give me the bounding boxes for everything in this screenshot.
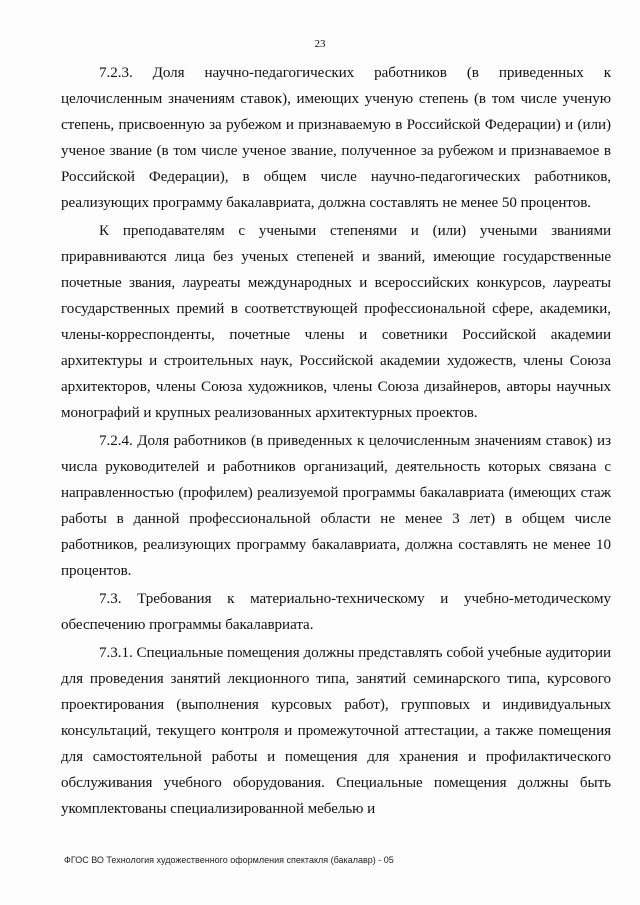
- paragraph-equivalence-note: К преподавателям с учеными степенями и (или) учеными званиями приравниваются лица без ученых степеней и званий, имеющие государственные почетные звания, лауреаты международных и всероссийских конкурсов, лауреаты государственных премий в соответствующей профессиональной сфере, академики, члены-корреспонденты, почетные члены и советники Российской академии архитектуры и строительных наук, Российской академии художеств, члены Союза архитекторов, члены Союза художников, члены Союза дизайнеров, авторы научных монографий и крупных реализованных архитектурных проектов.: [61, 223, 611, 421]
- paragraph-7-3-1: 7.3.1. Специальные помещения должны представлять собой учебные аудитории для проведения занятий лекционного типа, занятий семинарского типа, курсового проектирования (выполнения курсовых работ), групповых и индивидуальных консультаций, текущего контроля и промежуточной аттестации, а также помещения для самостоятельной работы и помещения для хранения и профилактического обслуживания учебного оборудования. Специальные помещения должны быть укомплектованы специализированной мебелью и: [61, 645, 611, 817]
- document-body: [61, 60, 611, 824]
- page-footer: ФГОС ВО Технология художественного оформления спектакля (бакалавр) - 05: [64, 855, 394, 865]
- paragraph-7-3: 7.3. Требования к материально-техническому и учебно-методическому обеспечению программы бакалавриата.: [61, 591, 611, 633]
- page-number: 23: [314, 38, 326, 50]
- paragraph-7-2-3: 7.2.3. Доля научно-педагогических работников (в приведенных к целочисленным значениям ставок), имеющих ученую степень (в том числе ученую степень, присвоенную за рубежом и признаваемую в Российской Федерации) и (или) ученое звание (в том числе ученое звание, полученное за рубежом и признаваемое в Российской Федерации), в общем числе научно-педагогических работников, реализующих программу бакалавриата, должна составлять не менее 50 процентов.: [61, 65, 611, 211]
- paragraph-7-2-4: 7.2.4. Доля работников (в приведенных к целочисленным значениям ставок) из числа руководителей и работников организаций, деятельность которых связана с направленностью (профилем) реализуемой программы бакалавриата (имеющих стаж работы в данной профессиональной области не менее 3 лет) в общем числе работников, реализующих программу бакалавриата, должна составлять не менее 10 процентов.: [61, 433, 611, 579]
